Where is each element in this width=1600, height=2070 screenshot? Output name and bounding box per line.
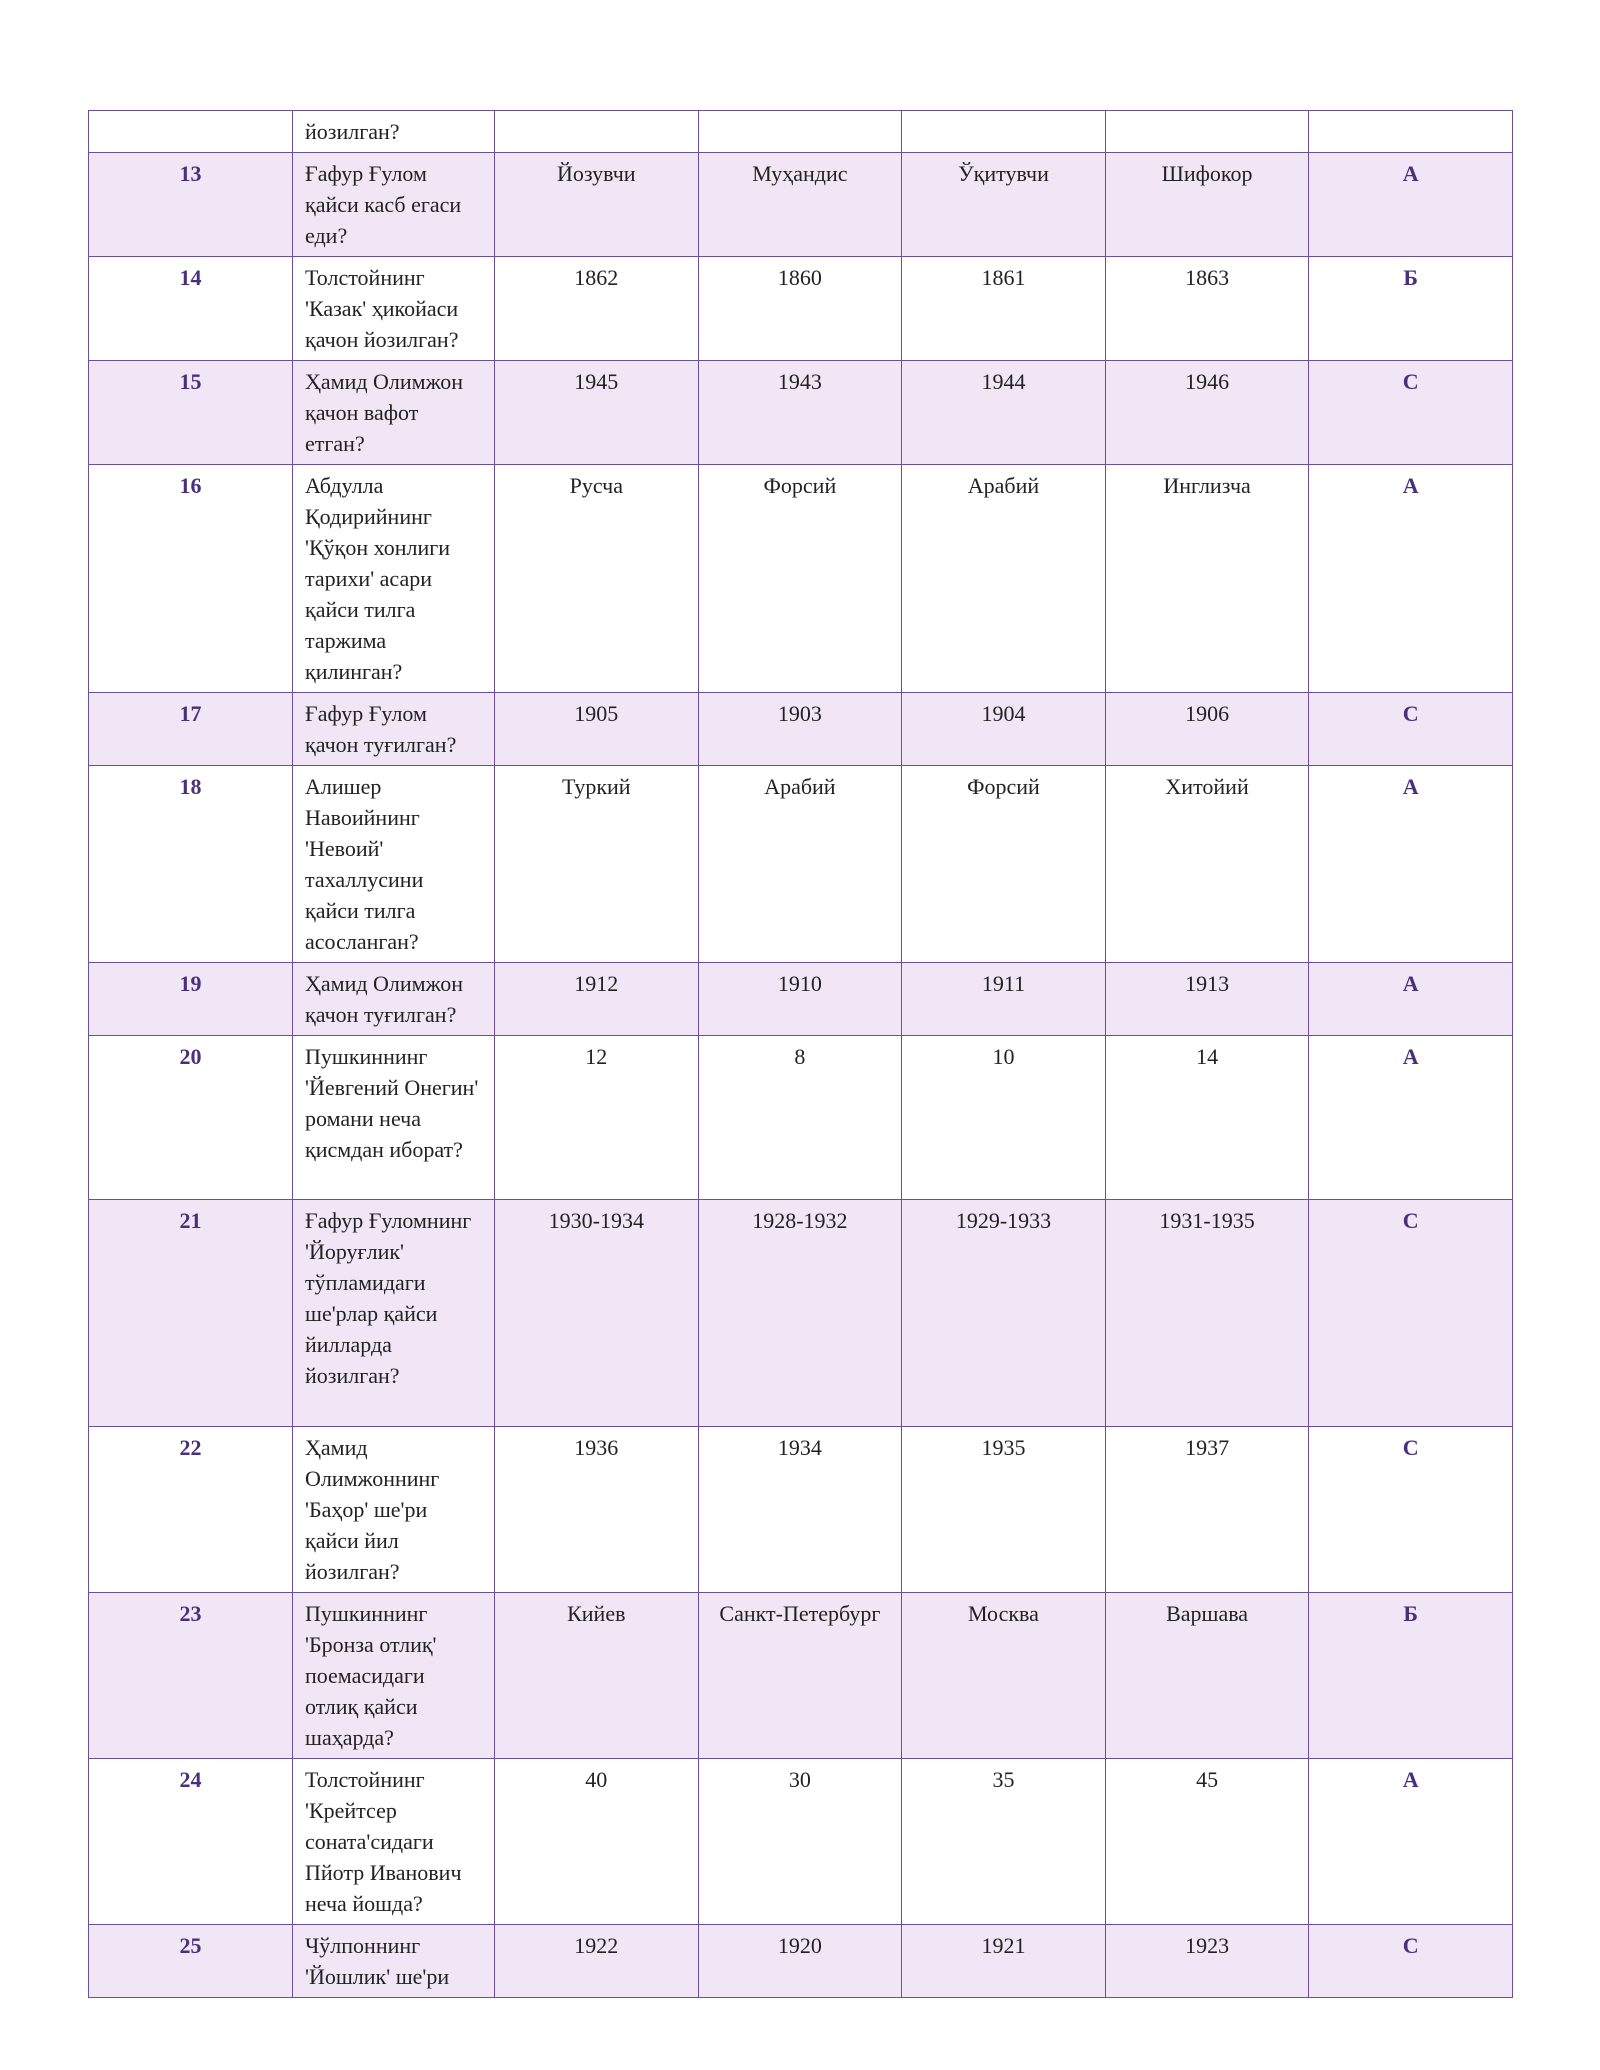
correct-answer: C [1309,1925,1513,1998]
table-row [89,465,1513,693]
option-a: Кийев [495,1593,699,1759]
option-a: Йозувчи [495,153,699,257]
question-number: 16 [89,465,293,693]
question-text: Толстойнинг 'Казак' ҳикойаси қачон йозилган? [293,257,495,361]
option-c: 10 [902,1036,1106,1200]
option-a: Русча [495,465,699,693]
option-d: 1937 [1105,1427,1309,1593]
table-row [89,361,1513,465]
question-number: 22 [89,1427,293,1593]
option-a: 1862 [495,257,699,361]
option-d: 14 [1105,1036,1309,1200]
question-number: 24 [89,1759,293,1925]
option-c: 1921 [902,1925,1106,1998]
question-number [89,111,293,153]
option-b: 8 [698,1036,902,1200]
table-row [89,1593,1513,1759]
question-text: Алишер Навоийнинг 'Невоий' тахаллусини қайси тилга асосланган? [293,766,495,963]
question-text: Ҳамид Олимжон қачон туғилган? [293,963,495,1036]
option-c: 1904 [902,693,1106,766]
option-c [902,111,1106,153]
option-b: Арабий [698,766,902,963]
question-text: Толстойнинг 'Крейтсер соната'сидаги Пйотр Иванович неча йошда? [293,1759,495,1925]
question-number: 13 [89,153,293,257]
option-d: Шифокор [1105,153,1309,257]
table-row [89,111,1513,153]
question-number: 20 [89,1036,293,1200]
correct-answer: C [1309,1427,1513,1593]
option-a: Туркий [495,766,699,963]
table-row [89,153,1513,257]
correct-answer: A [1309,963,1513,1036]
question-text: Пушкиннинг 'Бронза отлиқ' поемасидаги отлиқ қайси шаҳарда? [293,1593,495,1759]
table-row [89,766,1513,963]
option-d: 1906 [1105,693,1309,766]
question-text: Абдулла Қодирийнинг 'Қўқон хонлиги тарихи' асари қайси тилга таржима қилинган? [293,465,495,693]
option-d: 1913 [1105,963,1309,1036]
option-a: 40 [495,1759,699,1925]
option-d [1105,111,1309,153]
option-b: 1943 [698,361,902,465]
question-number: 18 [89,766,293,963]
option-d: Хитойий [1105,766,1309,963]
question-number: 14 [89,257,293,361]
correct-answer: Б [1309,257,1513,361]
question-number: 15 [89,361,293,465]
option-c: Арабий [902,465,1106,693]
table-row [89,693,1513,766]
option-b: Муҳандис [698,153,902,257]
option-c: 35 [902,1759,1106,1925]
correct-answer: A [1309,1759,1513,1925]
correct-answer: A [1309,766,1513,963]
option-d: 45 [1105,1759,1309,1925]
option-d: Инглизча [1105,465,1309,693]
option-b: 1910 [698,963,902,1036]
option-c: 1935 [902,1427,1106,1593]
table-row [89,1036,1513,1200]
option-a: 1922 [495,1925,699,1998]
option-a: 1936 [495,1427,699,1593]
correct-answer: C [1309,693,1513,766]
correct-answer: C [1309,361,1513,465]
correct-answer: C [1309,1200,1513,1427]
question-number: 17 [89,693,293,766]
question-number: 21 [89,1200,293,1427]
option-d: 1931-1935 [1105,1200,1309,1427]
option-d: 1923 [1105,1925,1309,1998]
question-text: Ғафур Ғулом қайси касб егаси еди? [293,153,495,257]
option-d: 1863 [1105,257,1309,361]
option-b: Форсий [698,465,902,693]
question-text: Ғафур Ғуломнинг 'Йоруғлик' тўпламидаги ше'рлар қайси йилларда йозилган? [293,1200,495,1427]
question-text: Ҳамид Олимжоннинг 'Баҳор' ше'ри қайси йил йозилган? [293,1427,495,1593]
question-text: Чўлпоннинг 'Йошлик' ше'ри [293,1925,495,1998]
option-a: 1945 [495,361,699,465]
question-text: Пушкиннинг 'Йевгений Онегин' романи неча қисмдан иборат? [293,1036,495,1200]
option-c: Москва [902,1593,1106,1759]
table-row [89,1925,1513,1998]
option-b: 1928-1932 [698,1200,902,1427]
option-a [495,111,699,153]
question-number: 25 [89,1925,293,1998]
correct-answer: A [1309,465,1513,693]
option-b [698,111,902,153]
option-a: 1930-1934 [495,1200,699,1427]
option-c: 1911 [902,963,1106,1036]
option-a: 12 [495,1036,699,1200]
correct-answer [1309,111,1513,153]
option-c: Форсий [902,766,1106,963]
option-d: Варшава [1105,1593,1309,1759]
option-b: 1903 [698,693,902,766]
option-b: 30 [698,1759,902,1925]
option-c: 1944 [902,361,1106,465]
document-page [88,110,1512,1998]
table-row [89,1200,1513,1427]
option-c: 1929-1933 [902,1200,1106,1427]
correct-answer: A [1309,1036,1513,1200]
question-text: йозилган? [293,111,495,153]
option-d: 1946 [1105,361,1309,465]
question-number: 23 [89,1593,293,1759]
question-text: Ғафур Ғулом қачон туғилган? [293,693,495,766]
option-c: 1861 [902,257,1106,361]
table-row [89,257,1513,361]
option-b: 1860 [698,257,902,361]
option-b: Санкт-Петербург [698,1593,902,1759]
table-row [89,1759,1513,1925]
option-a: 1912 [495,963,699,1036]
option-b: 1934 [698,1427,902,1593]
table-row [89,963,1513,1036]
option-a: 1905 [495,693,699,766]
correct-answer: A [1309,153,1513,257]
option-b: 1920 [698,1925,902,1998]
quiz-table-body [89,111,1513,1998]
question-text: Ҳамид Олимжон қачон вафот етган? [293,361,495,465]
table-row [89,1427,1513,1593]
quiz-table [88,110,1513,1998]
option-c: Ўқитувчи [902,153,1106,257]
correct-answer: Б [1309,1593,1513,1759]
question-number: 19 [89,963,293,1036]
